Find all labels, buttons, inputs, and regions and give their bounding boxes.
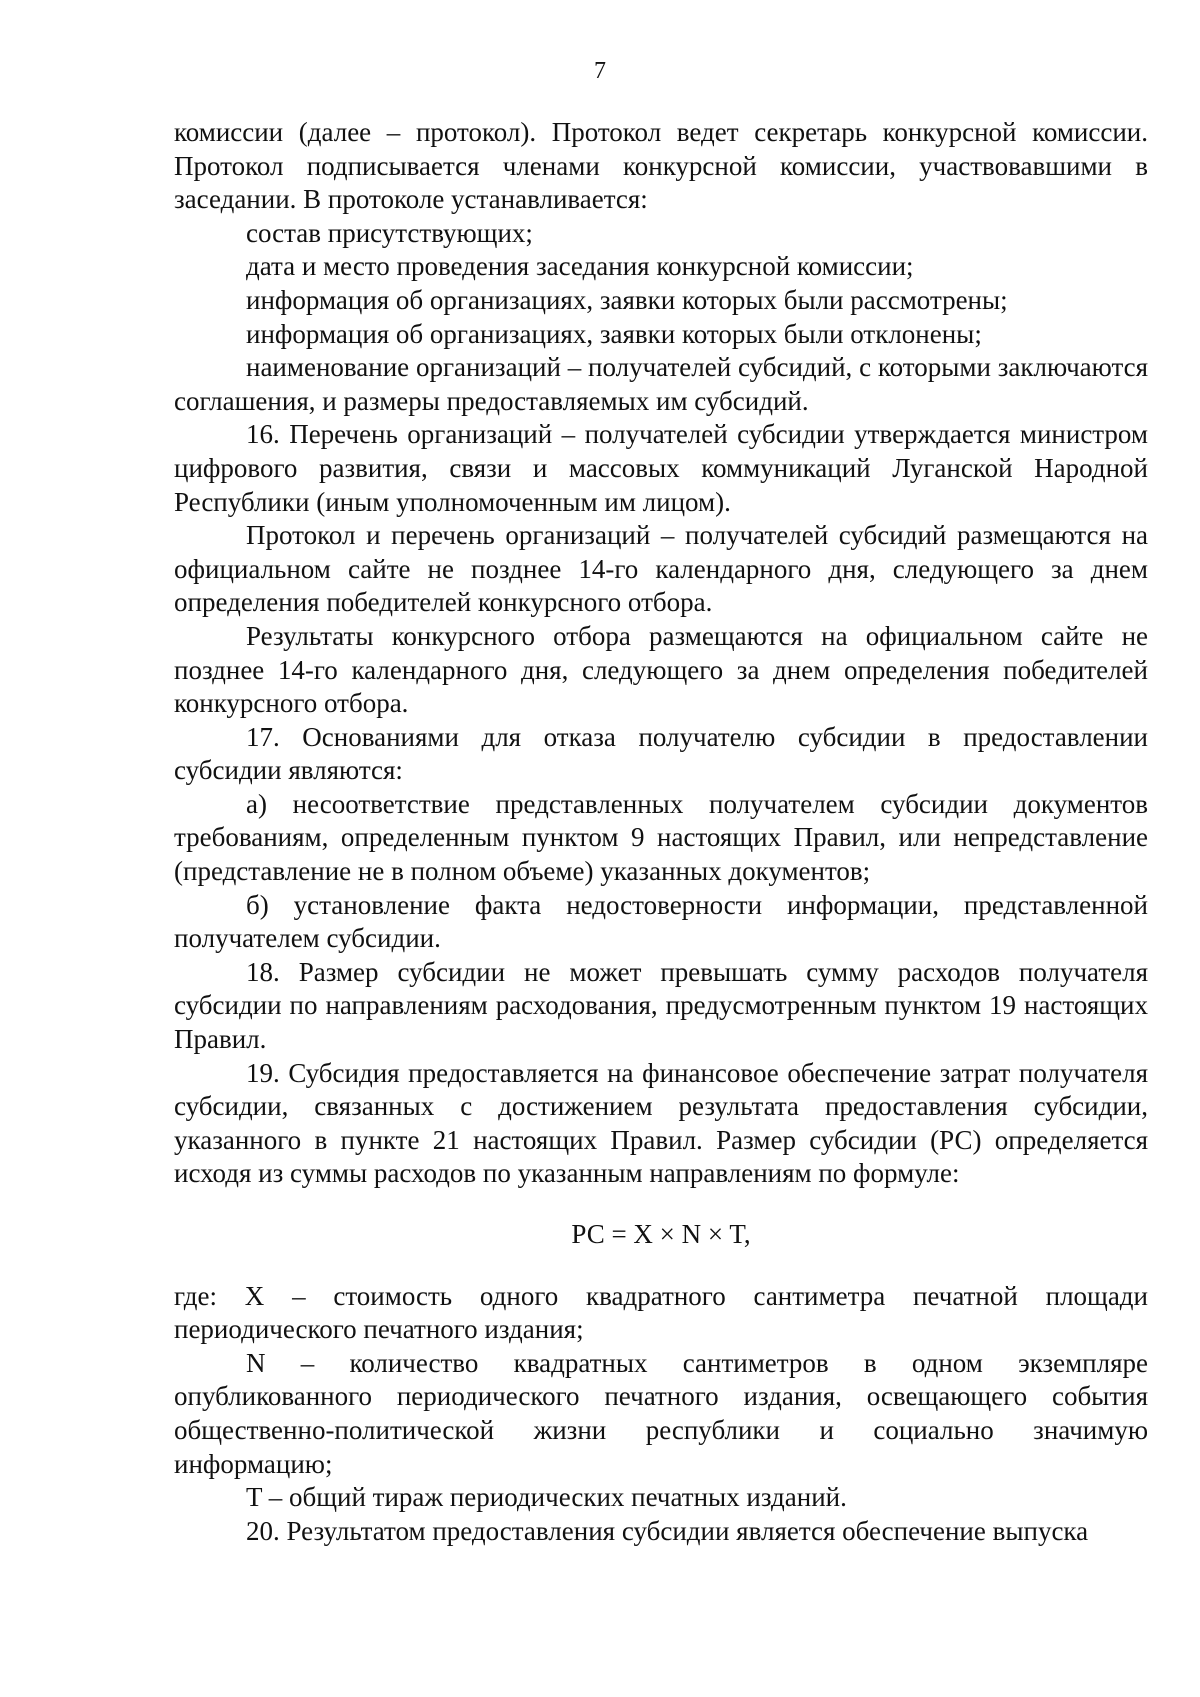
paragraph: 19. Субсидия предоставляется на финансовое обеспечение затрат получателя субсидии, связанных с достижением результата предоставления субсидии, указанного в пункте 21 настоящих Правил. Размер субсидии (РС) определяется исходя из суммы расходов по указанным направлениям по формуле: — [174, 1057, 1148, 1189]
paragraph: 17. Основаниями для отказа получателю субсидии в предоставлении субсидии являются: — [174, 721, 1148, 786]
paragraph: 18. Размер субсидии не может превышать сумму расходов получателя субсидии по направлениям расходования, предусмотренным пунктом 19 настоящих Правил. — [174, 956, 1148, 1055]
paragraph: информация об организациях, заявки которых были рассмотрены; — [246, 284, 1008, 315]
paragraph: информация об организациях, заявки которых были отклонены; — [246, 318, 982, 349]
paragraph: T – общий тираж периодических печатных изданий. — [246, 1482, 847, 1513]
paragraph: наименование организаций – получателей субсидий, с которыми заключаются соглашения, и размеры предоставляемых им субсидий. — [174, 352, 1148, 416]
paragraph: дата и место проведения заседания конкурсной комиссии; — [246, 251, 914, 282]
formula: РС = X × N × T, — [571, 1219, 751, 1249]
paragraph: а) несоответствие представленных получателем субсидии документов требованиям, определенным пунктом 9 настоящих Правил, или непредставление (представление не в полном объеме) указанных документов; — [174, 788, 1148, 887]
document-body — [174, 116, 1148, 1548]
paragraph: 16. Перечень организаций – получателей субсидии утверждается министром цифрового развития, связи и массовых коммуникаций Луганской Народной Республики (иным уполномоченным им лицом). — [174, 419, 1148, 517]
paragraph: Протокол и перечень организаций – получателей субсидий размещаются на официальном сайте не позднее 14-го календарного дня, следующего за днем определения победителей конкурсного отбора. — [174, 520, 1148, 618]
paragraph: Результаты конкурсного отбора размещаются на официальном сайте не позднее 14-го календарного дня, следующего за днем определения победителей конкурсного отбора. — [174, 620, 1148, 719]
paragraph: б) установление факта недостоверности информации, представленной получателем субсидии. — [174, 889, 1148, 954]
paragraph: состав присутствующих; — [246, 217, 533, 248]
paragraph: где: X – стоимость одного квадратного сантиметра печатной площади периодического печатного издания; — [174, 1280, 1148, 1345]
paragraph: 20. Результатом предоставления субсидии является обеспечение выпуска — [246, 1515, 1089, 1546]
paragraph: комиссии (далее – протокол). Протокол ведет секретарь конкурсной комиссии. Протокол подписывается членами конкурсной комиссии, участвовавшими в заседании. В протоколе устанавливается: — [174, 117, 1148, 215]
paragraph: N – количество квадратных сантиметров в одном экземпляре опубликованного периодического печатного издания, освещающего события общественно-политической жизни республики и социально значимую информацию; — [174, 1347, 1148, 1479]
page-number: 7 — [594, 58, 606, 84]
